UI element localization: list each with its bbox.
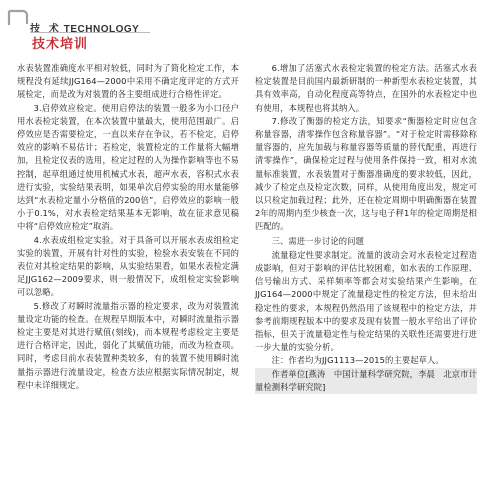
section-heading: 三、需进一步讨论的问题 [271,235,364,246]
author-affiliation: 作者单位[燕涛 中国计量科学研究院，李晨 北京市计量检测科学研究院] [255,368,477,394]
paragraph: 3.启停效应检定。使用启停法的装置一般多为小口径户用水表检定装置，在本次装置中量最大，使用范围最广。启停效应是否需要检定，一直以来存在争议，若不检定，启停效应的影响不易估计；若检定，装置检定的工作量将大幅增加，且检定仪表的选用，检定过程的人为操作影响等也不易控制，起草组通过使用机械式水表，超声水表，容积式水表进行实验，实验结果表明，如果单次启停实验的用水量能够达到“水表检定量小分格值的200倍”，启停效应的影响一般小于0.1%，对水表检定结果基本无影响，故在征求意见稿中将“启停效应检定”取消。 [17,102,239,232]
footnote: 注：作者均为JJG1113—2015的主要起草人。 [271,355,444,366]
paragraph: 流量稳定性要求制定。流量的波动会对水表检定过程造成影响，但对于影响的评估比较困难，如水表的工作原理、信号输出方式、采样频率等都会对实验结果产生影响，在JJG164—2000中规定了流量稳定性的检定方法，但未给出稳定性的要求，本规程仍然沿用了该规程中的检定方法，并参考前期规程版本中的要求及现有装置一般水平给出了评价指标，但关于流量稳定性与检定结果的关联性还需要进行进一步大量的实验分析。 [255,249,477,353]
paragraph: 4.水表成组检定实验。对于具备可以开展水表成组检定实验的装置，开展有针对性的实验，检验水表安装在不同的表位对其检定结果的影响，从实验结果看，如果水表检定满足JJG162—2009要求，则一般情况下，成组检定实验影响可以忽略。 [17,234,239,298]
paragraph: 5.修改了对瞬时流量指示器的检定要求，改为对装置流量设定功能的检查。在规程早期版本中，对瞬时流量指示器检定主要是对其进行赋值(刻线)，而本规程考虑检定主要是进行合格评定，因此，弱化了其赋值功能，而改为检查项。同时，考虑目前水表装置种类较多，有的装置不使用瞬时流量指示器进行流量设定，检查方法应根据实际情况制定，规程中未详细规定。 [17,300,239,390]
left-column [17,62,239,392]
section-title: 技 术 TECHNOLOGY [30,24,140,35]
section-subtitle: 技术培训 [32,37,89,52]
right-column [255,62,477,394]
paragraph: 水表装置准确度水平相对较低，同时为了简化检定工作，本规程没有延续JJG164—2000中采用不确定度评定的方式开展检定，而是改为对装置的各主要组成进行合格性评定。 [17,63,239,100]
header [0,0,491,62]
technology-logo-icon [6,8,30,30]
paragraph: 6.增加了活塞式水表检定装置的检定方法。活塞式水表检定装置是目前国内最新研制的一种新型水表检定装置，其具有效率高，自动化程度高等特点，在国外的水表检定中也有使用，本规程也将其纳入。 [255,63,477,113]
paragraph: 7.修改了衡器的检定方法，知要求“衡器检定时应包含称量容器，清零操作包含称量容器”。“对于检定时需移除称量容器的，应先加载与称量容器等质量的替代配重，再进行清零操作”，确保检定过程与使用条件保持一致，相对水流量标准装置，水表装置对于衡器准确度的要求较低，因此，减少了检定点及检定次数，同样，从使用角度出发，规定可以只检定加载过程；此外，还在检定周期中明确衡器在装置2年的周期内至少核查一次，这与电子秤1年的检定周期是相匹配的。 [255,115,477,232]
